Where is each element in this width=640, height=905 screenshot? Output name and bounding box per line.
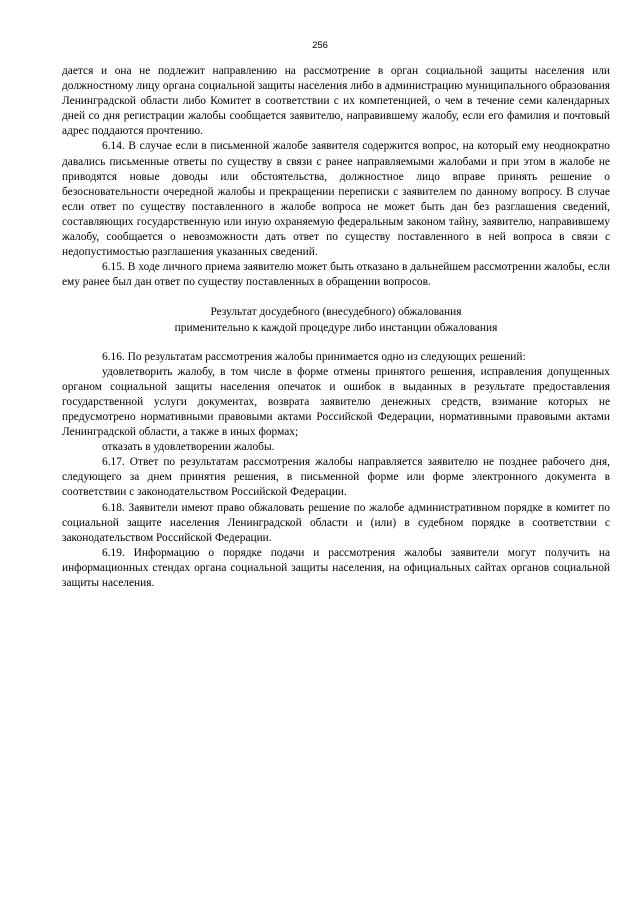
paragraph-decision-satisfy: удовлетворить жалобу, в том числе в форме отмены принятого решения, исправления допущенных органом социальной защиты населения опечаток и ошибок в выданных в результате предоставления государственной услуги документах, возврата заявителю денежных средств, взимание которых не предусмотрено нормативными правовыми актами Российской Федерации, нормативными правовыми актами Ленинградской области, а также в иных формах; [62, 365, 610, 439]
paragraph-decision-refuse: отказать в удовлетворении жалобы. [102, 441, 275, 454]
paragraph-continuation: дается и она не подлежит направлению на рассмотрение в орган социальной защиты населения или должностному лицу органа социальной защиты населения либо в администрацию муниципального образования Ленинградской области либо Комитет в соответствии с их компетенцией, о чем в течение семи календарных дней со дня регистрации жалобы сообщается заявителю, направившему жалобу, если его фамилия и почтовый адрес поддаются прочтению. [62, 65, 610, 138]
paragraph-6-17: 6.17. Ответ по результатам рассмотрения жалобы направляется заявителю не позднее рабочего дня, следующего за днем принятия решения, в письменной форме или форме электронного документа в соответствии с законодательством Российской Федерации. [62, 456, 610, 499]
paragraphs-before [62, 64, 610, 290]
paragraph-6-19: 6.19. Информацию о порядке подачи и рассмотрения жалобы заявители могут получить на информационных стендах органа социальной защиты населения, на официальных сайтах органов социальной защиты населения. [62, 546, 610, 589]
document-body [62, 64, 610, 591]
section-heading-line-2: применительно к каждой процедуре либо инстанции обжалования [174, 321, 498, 334]
page-number: 256 [312, 40, 328, 51]
paragraph-6-14: 6.14. В случае если в письменной жалобе заявителя содержится вопрос, на который ему неоднократно давались письменные ответы по существу в связи с ранее направляемыми жалобами и при этом в жалобе не приводятся новые доводы или обстоятельства, должностное лицо вправе принять решение о безосновательности очередной жалобы и прекращении переписки с заявителем по данному вопросу. В случае если ответ по существу поставленного в жалобе вопроса не может быть дан без разглашения сведений, составляющих государственную или иную охраняемую федеральным законом тайну, заявителю, направившему жалобу, сообщается о невозможности дать ответ по существу поставленного в ней вопроса в связи с недопустимостью разглашения указанных сведений. [62, 140, 610, 259]
paragraph-6-15: 6.15. В ходе личного приема заявителю может быть отказано в дальнейшем рассмотрении жалобы, если ему ранее был дан ответ по существу поставленных в обращении вопросов. [62, 261, 610, 289]
paragraphs-after [62, 350, 610, 592]
section-heading-line-1: Результат досудебного (внесудебного) обжалования [210, 306, 462, 319]
paragraph-6-16: 6.16. По результатам рассмотрения жалобы принимается одно из следующих решений: [102, 350, 526, 363]
paragraph-6-18: 6.18. Заявители имеют право обжаловать решение по жалобе административном порядке в комитет по социальной защите населения Ленинградской области и (или) в судебном порядке в соответствии с законодательством Российской Федерации. [62, 501, 610, 544]
section-heading [62, 305, 610, 335]
